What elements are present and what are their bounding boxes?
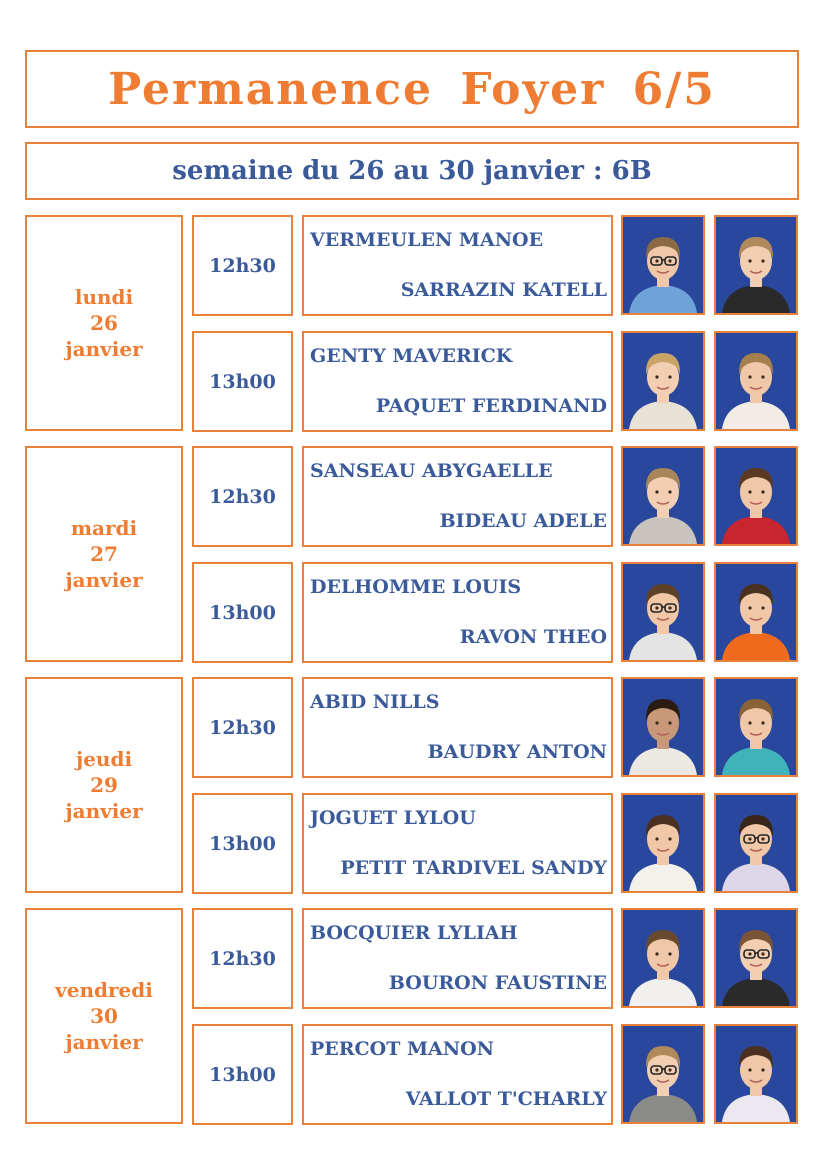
time-slot: 12h30	[192, 446, 293, 547]
page-title: Permanence Foyer 6/5	[25, 50, 799, 128]
student-name-1: DELHOMME LOUIS	[310, 576, 522, 598]
day-day-number: 30	[90, 1004, 118, 1028]
time-slot: 12h30	[192, 215, 293, 316]
day-day-name: jeudi	[75, 747, 133, 771]
student-photo-1	[621, 1024, 705, 1124]
student-names	[302, 562, 613, 663]
student-photo-1	[621, 562, 705, 662]
student-name-2: BOURON FAUSTINE	[388, 972, 607, 994]
student-photo-2	[714, 793, 798, 893]
student-name-2: VALLOT T'CHARLY	[405, 1088, 607, 1110]
student-photo-1	[621, 331, 705, 431]
day-day-number: 27	[90, 542, 118, 566]
student-names	[302, 793, 613, 894]
student-photo-2	[714, 677, 798, 777]
day-month: janvier	[65, 799, 143, 823]
student-name-1: SANSEAU ABYGAELLE	[310, 460, 553, 482]
day-cell-jeudi	[25, 677, 183, 893]
time-slot: 13h00	[192, 331, 293, 432]
student-names	[302, 677, 613, 778]
student-names	[302, 908, 613, 1009]
student-name-1: JOGUET LYLOU	[310, 807, 476, 829]
student-name-2: PETIT TARDIVEL SANDY	[340, 857, 607, 879]
student-name-1: VERMEULEN MANOE	[310, 229, 544, 251]
student-name-1: GENTY MAVERICK	[310, 345, 513, 367]
student-photo-2	[714, 908, 798, 1008]
student-names	[302, 446, 613, 547]
time-slot: 13h00	[192, 562, 293, 663]
student-photo-2	[714, 1024, 798, 1124]
student-name-1: BOCQUIER LYLIAH	[310, 922, 518, 944]
day-month: janvier	[65, 568, 143, 592]
time-slot: 13h00	[192, 1024, 293, 1125]
time-slot: 12h30	[192, 677, 293, 778]
student-name-1: PERCOT MANON	[310, 1038, 495, 1060]
day-day-name: mardi	[70, 516, 138, 540]
time-slot: 13h00	[192, 793, 293, 894]
student-photo-1	[621, 215, 705, 315]
day-day-number: 29	[90, 773, 118, 797]
day-cell-lundi	[25, 215, 183, 431]
student-photo-1	[621, 446, 705, 546]
day-day-number: 26	[90, 311, 118, 335]
day-month: janvier	[65, 337, 143, 361]
student-name-2: SARRAZIN KATELL	[400, 279, 607, 301]
time-slot: 12h30	[192, 908, 293, 1009]
student-name-1: ABID NILLS	[310, 691, 440, 713]
student-names	[302, 331, 613, 432]
day-day-name: vendredi	[55, 978, 153, 1002]
day-cell-mardi	[25, 446, 183, 662]
student-photo-1	[621, 677, 705, 777]
student-photo-2	[714, 215, 798, 315]
student-name-2: RAVON THEO	[459, 626, 607, 648]
student-name-2: BAUDRY ANTON	[427, 741, 607, 763]
student-photo-2	[714, 331, 798, 431]
day-day-name: lundi	[74, 285, 134, 309]
day-cell-vendredi	[25, 908, 183, 1124]
student-names	[302, 215, 613, 316]
student-photo-1	[621, 908, 705, 1008]
student-photo-2	[714, 446, 798, 546]
day-month: janvier	[65, 1030, 143, 1054]
student-photo-2	[714, 562, 798, 662]
student-names	[302, 1024, 613, 1125]
student-name-2: BIDEAU ADELE	[439, 510, 607, 532]
student-name-2: PAQUET FERDINAND	[375, 395, 607, 417]
week-subtitle: semaine du 26 au 30 janvier : 6B	[25, 142, 799, 200]
student-photo-1	[621, 793, 705, 893]
